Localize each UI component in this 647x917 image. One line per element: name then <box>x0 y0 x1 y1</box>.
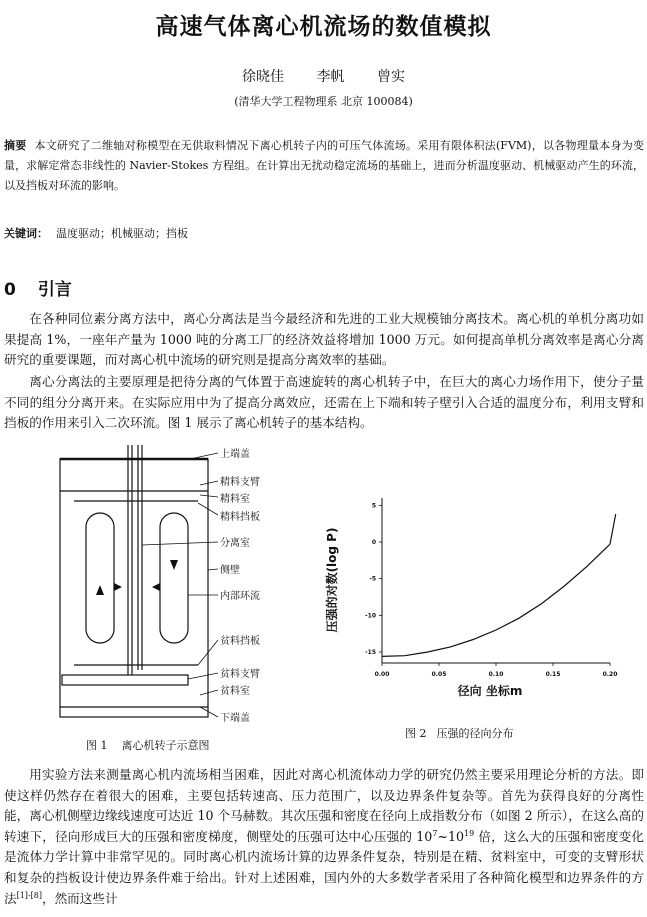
section-title: 引言 <box>37 280 72 300</box>
chart-x-tick-label: 0.00 <box>374 671 390 678</box>
label-light-baffle: 贫料挡板 <box>220 636 260 647</box>
label-heavy-chamber: 精料室 <box>220 494 250 505</box>
chart-x-axis-label: 径向 坐标m <box>457 684 523 698</box>
chart-x-tick-label: 0.20 <box>602 671 618 678</box>
author-name: 徐晓佳 <box>242 69 285 85</box>
affiliation: (清华大学工程物理系 北京 100084) <box>234 95 413 108</box>
figure-1-rotor-schematic <box>40 445 300 760</box>
figure-1-caption-text: 离心机转子示意图 <box>121 739 210 752</box>
leader-line <box>200 707 218 717</box>
body-paragraph: 离心分离法的主要原理是把待分离的气体置于高速旋转的离心机转子中，在巨大的离心力场作用下，使分子量不同的组分分离开来。在实际应用中为了提高分离效应，还需在上下端和转子壁引入合适的温度分布，利用支臂和挡板的作用来引入二次环流。图 1 展示了离心机转子的基本结构。 <box>4 374 644 431</box>
figure-2-caption <box>405 725 514 741</box>
label-light-support: 贫料支臂 <box>220 669 260 680</box>
keywords-text: 温度驱动；机械驱动；挡板 <box>56 227 188 240</box>
leader-line <box>200 690 218 695</box>
leader-line <box>200 481 218 485</box>
figure-2-number: 图 2 <box>405 727 427 740</box>
chart-x-tick-label: 0.15 <box>545 671 561 678</box>
abstract <box>4 136 644 196</box>
paragraph-text: ~10 <box>437 828 464 844</box>
label-top-cap: 上端盖 <box>220 449 250 460</box>
author-list <box>0 66 647 86</box>
paper-title: 高速气体离心机流场的数值模拟 <box>155 14 492 40</box>
chart-x-tick-label: 0.10 <box>488 671 504 678</box>
arrow-right-icon <box>114 583 122 591</box>
abstract-text: 本文研究了二维轴对称模型在无供取料情况下离心机转子内的可压气体流场。采用有限体积法(FVM)，以各物理量本身为变量，求解定常态非线性的 Navier-Stokes 方程组。在计算出无扰动稳定流场的基础上，进而分析温度驱动、机械驱动产生的环流，以及挡板对环流的影响。 <box>4 139 644 192</box>
chart-series-line <box>382 544 610 656</box>
superscript: 19 <box>464 828 475 838</box>
arrow-left-icon <box>152 583 160 591</box>
label-heavy-support: 精料支臂 <box>220 477 260 488</box>
chart-y-tick-label: 0 <box>371 539 376 546</box>
leader-line <box>188 673 218 679</box>
paragraph-text: 用实验方法来测量离心机内流场相当困难，因此对离心机流体动力学的研究仍然主要采用理论分析的方法。即使这样仍然存在着很大的困难，主要包括转速高、压力范围广，以及边界条件复杂等。首先为获得良好的分离性能，离心机侧壁边缘线速度可达近 10 个马赫数。其次压强和密度在径向上成指数分布（如图 2 所示），在这么高的转速下，径向形成巨大的压强和密度梯度，侧壁处的压强可达中心压强的 10 <box>4 767 644 844</box>
label-light-chamber: 贫料室 <box>220 686 250 697</box>
figure-1-caption <box>86 737 210 753</box>
figure-2-chart <box>320 490 640 705</box>
leader-line <box>142 542 218 545</box>
light-support-rect <box>62 675 188 685</box>
author-name: 李帆 <box>316 69 345 85</box>
paragraph-text: ，然而这些计 <box>41 890 118 906</box>
abstract-label: 摘要 <box>4 139 27 152</box>
superscript: 7 <box>432 828 438 838</box>
chart-series-line <box>610 514 616 544</box>
section-heading <box>4 275 72 300</box>
rotor-casing <box>60 459 208 717</box>
chart-y-axis-label: 压强的对数(log P) <box>325 527 339 633</box>
figure-1-number: 图 1 <box>86 739 108 752</box>
arrow-up-icon <box>96 585 104 595</box>
body-paragraph <box>4 765 644 909</box>
right-circulation-loop <box>160 513 188 643</box>
chart-y-tick-label: 5 <box>371 502 376 510</box>
chart-y-tick-label: -5 <box>369 575 376 583</box>
body-paragraph: 在各种同位素分离方法中，离心分离法是当今最经济和先进的工业大规模铀分离技术。离心机的单机分离功如果提高 1%，一座年产量为 1000 吨的分离工厂的经济效益将增加 1000 万元。如何提高单机分离效率是离心分离研究的重要课题，而对离心机中流场的研究则是提高分离效率的基础。 <box>4 311 644 368</box>
label-separation-chamber: 分离室 <box>220 538 250 549</box>
citation-ref: [1]-[8] <box>16 890 42 900</box>
label-side-wall: 侧壁 <box>220 565 240 576</box>
leader-line <box>208 569 218 570</box>
label-bottom-cap: 下端盖 <box>220 713 250 724</box>
arrow-down-icon <box>170 560 178 570</box>
keywords-label: 关键词： <box>4 227 48 240</box>
chart-y-tick-label: -15 <box>365 649 376 656</box>
left-circulation-loop <box>86 513 114 643</box>
keywords <box>4 225 188 241</box>
section-number: 0 <box>4 280 16 300</box>
chart-y-tick-label: -10 <box>365 612 376 620</box>
label-internal-circulation: 内部环流 <box>220 591 260 602</box>
leader-line <box>200 495 218 497</box>
chart-x-tick-label: 0.05 <box>431 671 447 678</box>
author-name: 曾实 <box>376 69 405 85</box>
paragraph-text: 倍，这么大的压强和密度变化是流体力学计算中非常罕见的。同时离心机内流场计算的边界条件复杂，特别是在精、贫料室中，可变的支臂形状和复杂的挡板设计使边界条件难于给出。针对上述困难，国内外的大多数学者采用了各种简化模型和边界条件的方法 <box>4 828 644 906</box>
figure-2-caption-text: 压强的径向分布 <box>436 727 514 740</box>
label-heavy-baffle: 精料挡板 <box>220 512 260 523</box>
